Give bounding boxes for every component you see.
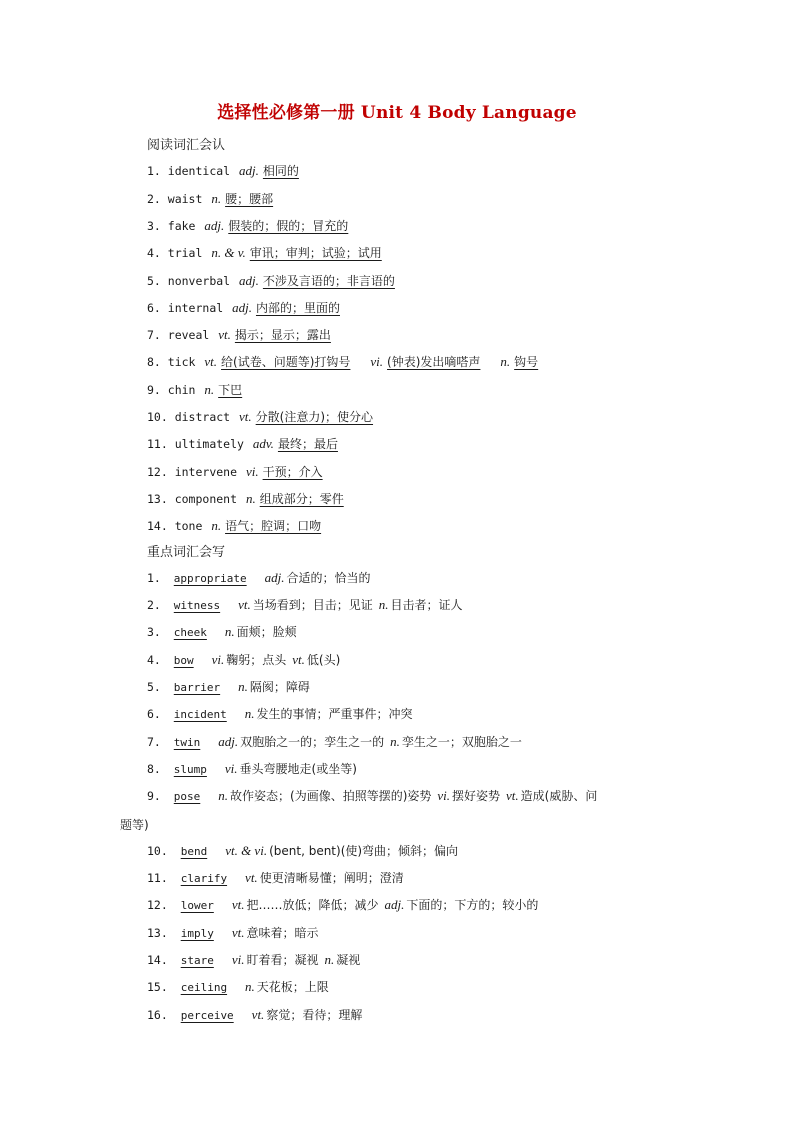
- part-of-speech: vt.: [239, 409, 252, 424]
- definition: 摆好姿势: [452, 789, 501, 804]
- part-of-speech: n.: [324, 952, 335, 967]
- part-of-speech: vi.: [211, 651, 225, 667]
- entry-word: distract: [174, 410, 238, 424]
- part-of-speech: vt.: [231, 897, 245, 913]
- definition: 孪生之一；双胞胎之一: [401, 734, 522, 749]
- definition: 目击者；证人: [390, 598, 463, 613]
- answer-blank: 钩号: [514, 355, 539, 370]
- answer-blank: 分散(注意力)；使分心: [255, 410, 374, 424]
- part-of-speech: n.: [244, 706, 255, 722]
- part-of-speech: vt.: [245, 870, 258, 886]
- part-of-speech: adj.: [218, 733, 239, 749]
- part-of-speech: vt.: [292, 651, 305, 667]
- definition: 故作姿态；(为画像、拍照等摆的)姿势: [230, 789, 432, 804]
- answer-blank: 语气；腔调；口吻: [225, 519, 322, 534]
- entry-word: fake: [167, 218, 203, 233]
- vocab-entry: [147, 706, 413, 723]
- definition: 天花板；上限: [256, 980, 329, 995]
- answer-blank: 干预；介入: [262, 464, 323, 479]
- vocab-entry: [147, 734, 522, 751]
- entry-word: tone: [174, 519, 210, 534]
- answer-blank: slump: [173, 762, 207, 776]
- entry-word: reveal: [167, 328, 217, 343]
- part-of-speech: n.: [245, 490, 256, 506]
- entry-number: 10.: [147, 410, 175, 424]
- answer-blank: witness: [173, 599, 221, 613]
- answer-blank: 给(试卷、问题等)打钩号: [221, 355, 351, 370]
- entry-number: 4.: [147, 652, 168, 667]
- page-title: 选择性必修第一册 Unit 4 Body Language: [217, 103, 577, 123]
- vocab-entry: [147, 788, 597, 805]
- entry-number: 10.: [147, 843, 175, 858]
- answer-blank: bend: [180, 844, 208, 858]
- definition: 鞠躬；点头: [226, 652, 287, 667]
- vocab-entry: [147, 1007, 362, 1024]
- part-of-speech: n. & v.: [211, 245, 246, 261]
- entry-number: 9.: [147, 382, 168, 397]
- vocab-entry: [147, 679, 310, 696]
- answer-blank: ceiling: [180, 981, 228, 995]
- entry-number: 11.: [147, 437, 175, 452]
- entry-number: 3.: [147, 218, 168, 233]
- entry-word: trial: [167, 246, 210, 261]
- part-of-speech: n.: [245, 979, 255, 995]
- part-of-speech: vi.: [224, 760, 238, 776]
- answer-blank: 腰；腰部: [225, 191, 274, 206]
- part-of-speech: adj.: [204, 217, 225, 233]
- entry-word: tick: [167, 355, 203, 370]
- entry-number: 12.: [147, 464, 175, 479]
- part-of-speech: vt.: [238, 597, 251, 613]
- vocab-entry: [147, 436, 352, 452]
- definition: 当场看到；目击；见证: [252, 598, 373, 613]
- vocab-entry: [147, 191, 287, 207]
- vocab-entry: [147, 300, 354, 316]
- vocab-entry: [147, 354, 552, 370]
- part-of-speech: vi.: [370, 354, 384, 370]
- answer-blank: 内部的；里面的: [255, 300, 340, 315]
- answer-blank: 揭示；显示；露出: [234, 328, 331, 343]
- part-of-speech: adj.: [384, 897, 405, 913]
- part-of-speech: vi.: [245, 463, 259, 479]
- part-of-speech: vt.: [506, 788, 519, 804]
- vocab-entry: [147, 897, 538, 914]
- vocab-entry: [147, 409, 387, 425]
- entry-word: chin: [167, 382, 203, 397]
- answer-blank: imply: [180, 926, 214, 940]
- answer-blank: 相同的: [262, 164, 299, 179]
- part-of-speech: n.: [390, 733, 400, 749]
- vocab-entry: [147, 843, 458, 860]
- entry-number: 1.: [147, 570, 168, 585]
- definition: (bent, bent)(使)弯曲；倾斜；偏向: [269, 843, 459, 858]
- part-of-speech: n.: [378, 597, 389, 613]
- answer-blank: 最终；最后: [277, 437, 338, 452]
- entry-number: 14.: [147, 953, 175, 967]
- answer-blank: bow: [173, 653, 194, 667]
- answer-blank: barrier: [173, 681, 221, 694]
- answer-blank: pose: [173, 790, 201, 804]
- definition: 造成(威胁、问: [520, 789, 598, 804]
- part-of-speech: n.: [224, 624, 235, 640]
- definition: 垂头弯腰地走(或坐等): [239, 761, 357, 776]
- vocab-entry: [147, 925, 318, 942]
- entry-word: waist: [167, 191, 210, 206]
- vocab-entry: [147, 652, 340, 669]
- definition: 合适的；恰当的: [286, 570, 371, 585]
- definition: 隔阂；障碍: [249, 680, 310, 694]
- answer-blank: cheek: [173, 626, 207, 640]
- entry-number: 13.: [147, 491, 175, 506]
- answer-blank: incident: [173, 708, 227, 722]
- answer-blank: 组成部分；零件: [259, 491, 344, 506]
- answer-blank: lower: [180, 899, 214, 913]
- definition: 把……放低；降低；减少: [246, 898, 379, 913]
- entry-word: identical: [167, 164, 238, 179]
- part-of-speech: vt.: [251, 1006, 265, 1022]
- answer-blank: 假装的；假的；冒充的: [228, 218, 349, 233]
- answer-blank: clarify: [180, 872, 228, 886]
- part-of-speech: vt.: [218, 327, 231, 343]
- section-heading-writing: 重点词汇会写: [147, 544, 226, 560]
- entry-number: 5.: [147, 273, 168, 288]
- part-of-speech: n.: [204, 381, 215, 397]
- entry-number: 5.: [147, 680, 168, 694]
- entry-number: 3.: [147, 625, 168, 640]
- vocab-entry: [147, 570, 371, 587]
- entry-number: 6.: [147, 300, 168, 315]
- entry-word: ultimately: [174, 437, 251, 452]
- answer-blank: appropriate: [173, 571, 247, 585]
- definition: 双胞胎之一的；孪生之一的: [240, 734, 385, 749]
- entry-number: 7.: [147, 734, 168, 749]
- entry-number: 9.: [147, 789, 168, 804]
- part-of-speech: adj.: [239, 272, 259, 288]
- answer-blank: 下巴: [218, 382, 243, 397]
- entry-number: 7.: [147, 328, 168, 343]
- entry-number: 8.: [147, 355, 168, 370]
- definition: 使更清晰易懂；阐明；澄清: [259, 871, 404, 886]
- definition: 凝视: [336, 953, 361, 967]
- answer-blank: 审讯；审判；试验；试用: [249, 246, 382, 261]
- part-of-speech: vi.: [437, 788, 451, 804]
- part-of-speech: adj.: [264, 569, 285, 585]
- vocab-entry: [147, 624, 297, 641]
- part-of-speech: n.: [218, 788, 229, 804]
- answer-blank: (钟表)发出嘀嗒声: [387, 355, 481, 370]
- entry-number: 2.: [147, 598, 168, 613]
- vocab-entry: [147, 273, 409, 289]
- vocab-entry: [147, 870, 404, 887]
- entry-number: 11.: [147, 871, 175, 886]
- vocab-entry: [147, 491, 358, 507]
- entry-word: component: [174, 491, 244, 506]
- entry-number: 8.: [147, 761, 168, 776]
- definition: 面颊；脸颊: [236, 625, 297, 640]
- vocab-entry: [147, 245, 396, 261]
- entry-word: internal: [167, 300, 231, 315]
- vocab-entry: [147, 979, 329, 996]
- vocab-entry: [147, 218, 362, 234]
- vocab-entry: [147, 761, 357, 778]
- part-of-speech: n.: [211, 190, 222, 206]
- entry-word: intervene: [174, 464, 244, 479]
- part-of-speech: n.: [238, 679, 248, 694]
- part-of-speech: adj.: [232, 299, 252, 315]
- vocab-entry: [147, 952, 360, 969]
- vocab-entry: [147, 382, 256, 398]
- definition: 发生的事情；严重事件；冲突: [256, 707, 413, 722]
- answer-blank: 不涉及言语的；非言语的: [262, 273, 395, 288]
- answer-blank: stare: [180, 954, 214, 967]
- entry-number: 14.: [147, 519, 175, 534]
- entry-number: 12.: [147, 898, 175, 913]
- entry-number: 1.: [147, 164, 168, 179]
- part-of-speech: vi.: [231, 952, 245, 967]
- answer-blank: perceive: [180, 1008, 234, 1022]
- answer-blank: twin: [173, 735, 201, 749]
- definition-continuation: 题等): [120, 817, 149, 832]
- entry-number: 4.: [147, 246, 168, 261]
- vocab-entry: [147, 327, 345, 343]
- entry-number: 6.: [147, 707, 168, 722]
- part-of-speech: vt. & vi.: [225, 842, 268, 858]
- vocab-entry: [147, 518, 335, 534]
- definition: 察觉；看待；理解: [266, 1007, 363, 1022]
- part-of-speech: n.: [500, 354, 511, 370]
- definition: 低(头): [306, 652, 341, 667]
- definition: 下面的；下方的；较小的: [406, 898, 539, 913]
- entry-word: nonverbal: [167, 273, 238, 288]
- entry-number: 16.: [147, 1007, 175, 1022]
- entry-number: 15.: [147, 980, 175, 995]
- vocab-entry: [147, 464, 337, 480]
- vocab-entry: [147, 163, 313, 179]
- part-of-speech: adv.: [252, 436, 274, 452]
- entry-number: 2.: [147, 191, 168, 206]
- entry-number: 13.: [147, 925, 175, 940]
- part-of-speech: vt.: [204, 354, 218, 370]
- part-of-speech: adj.: [239, 163, 259, 179]
- section-heading-reading: 阅读词汇会认: [147, 138, 226, 153]
- definition: 盯着看；凝视: [246, 953, 319, 967]
- part-of-speech: n.: [211, 518, 222, 534]
- part-of-speech: vt.: [231, 924, 245, 940]
- definition: 意味着；暗示: [246, 925, 319, 940]
- vocab-entry: [147, 597, 463, 614]
